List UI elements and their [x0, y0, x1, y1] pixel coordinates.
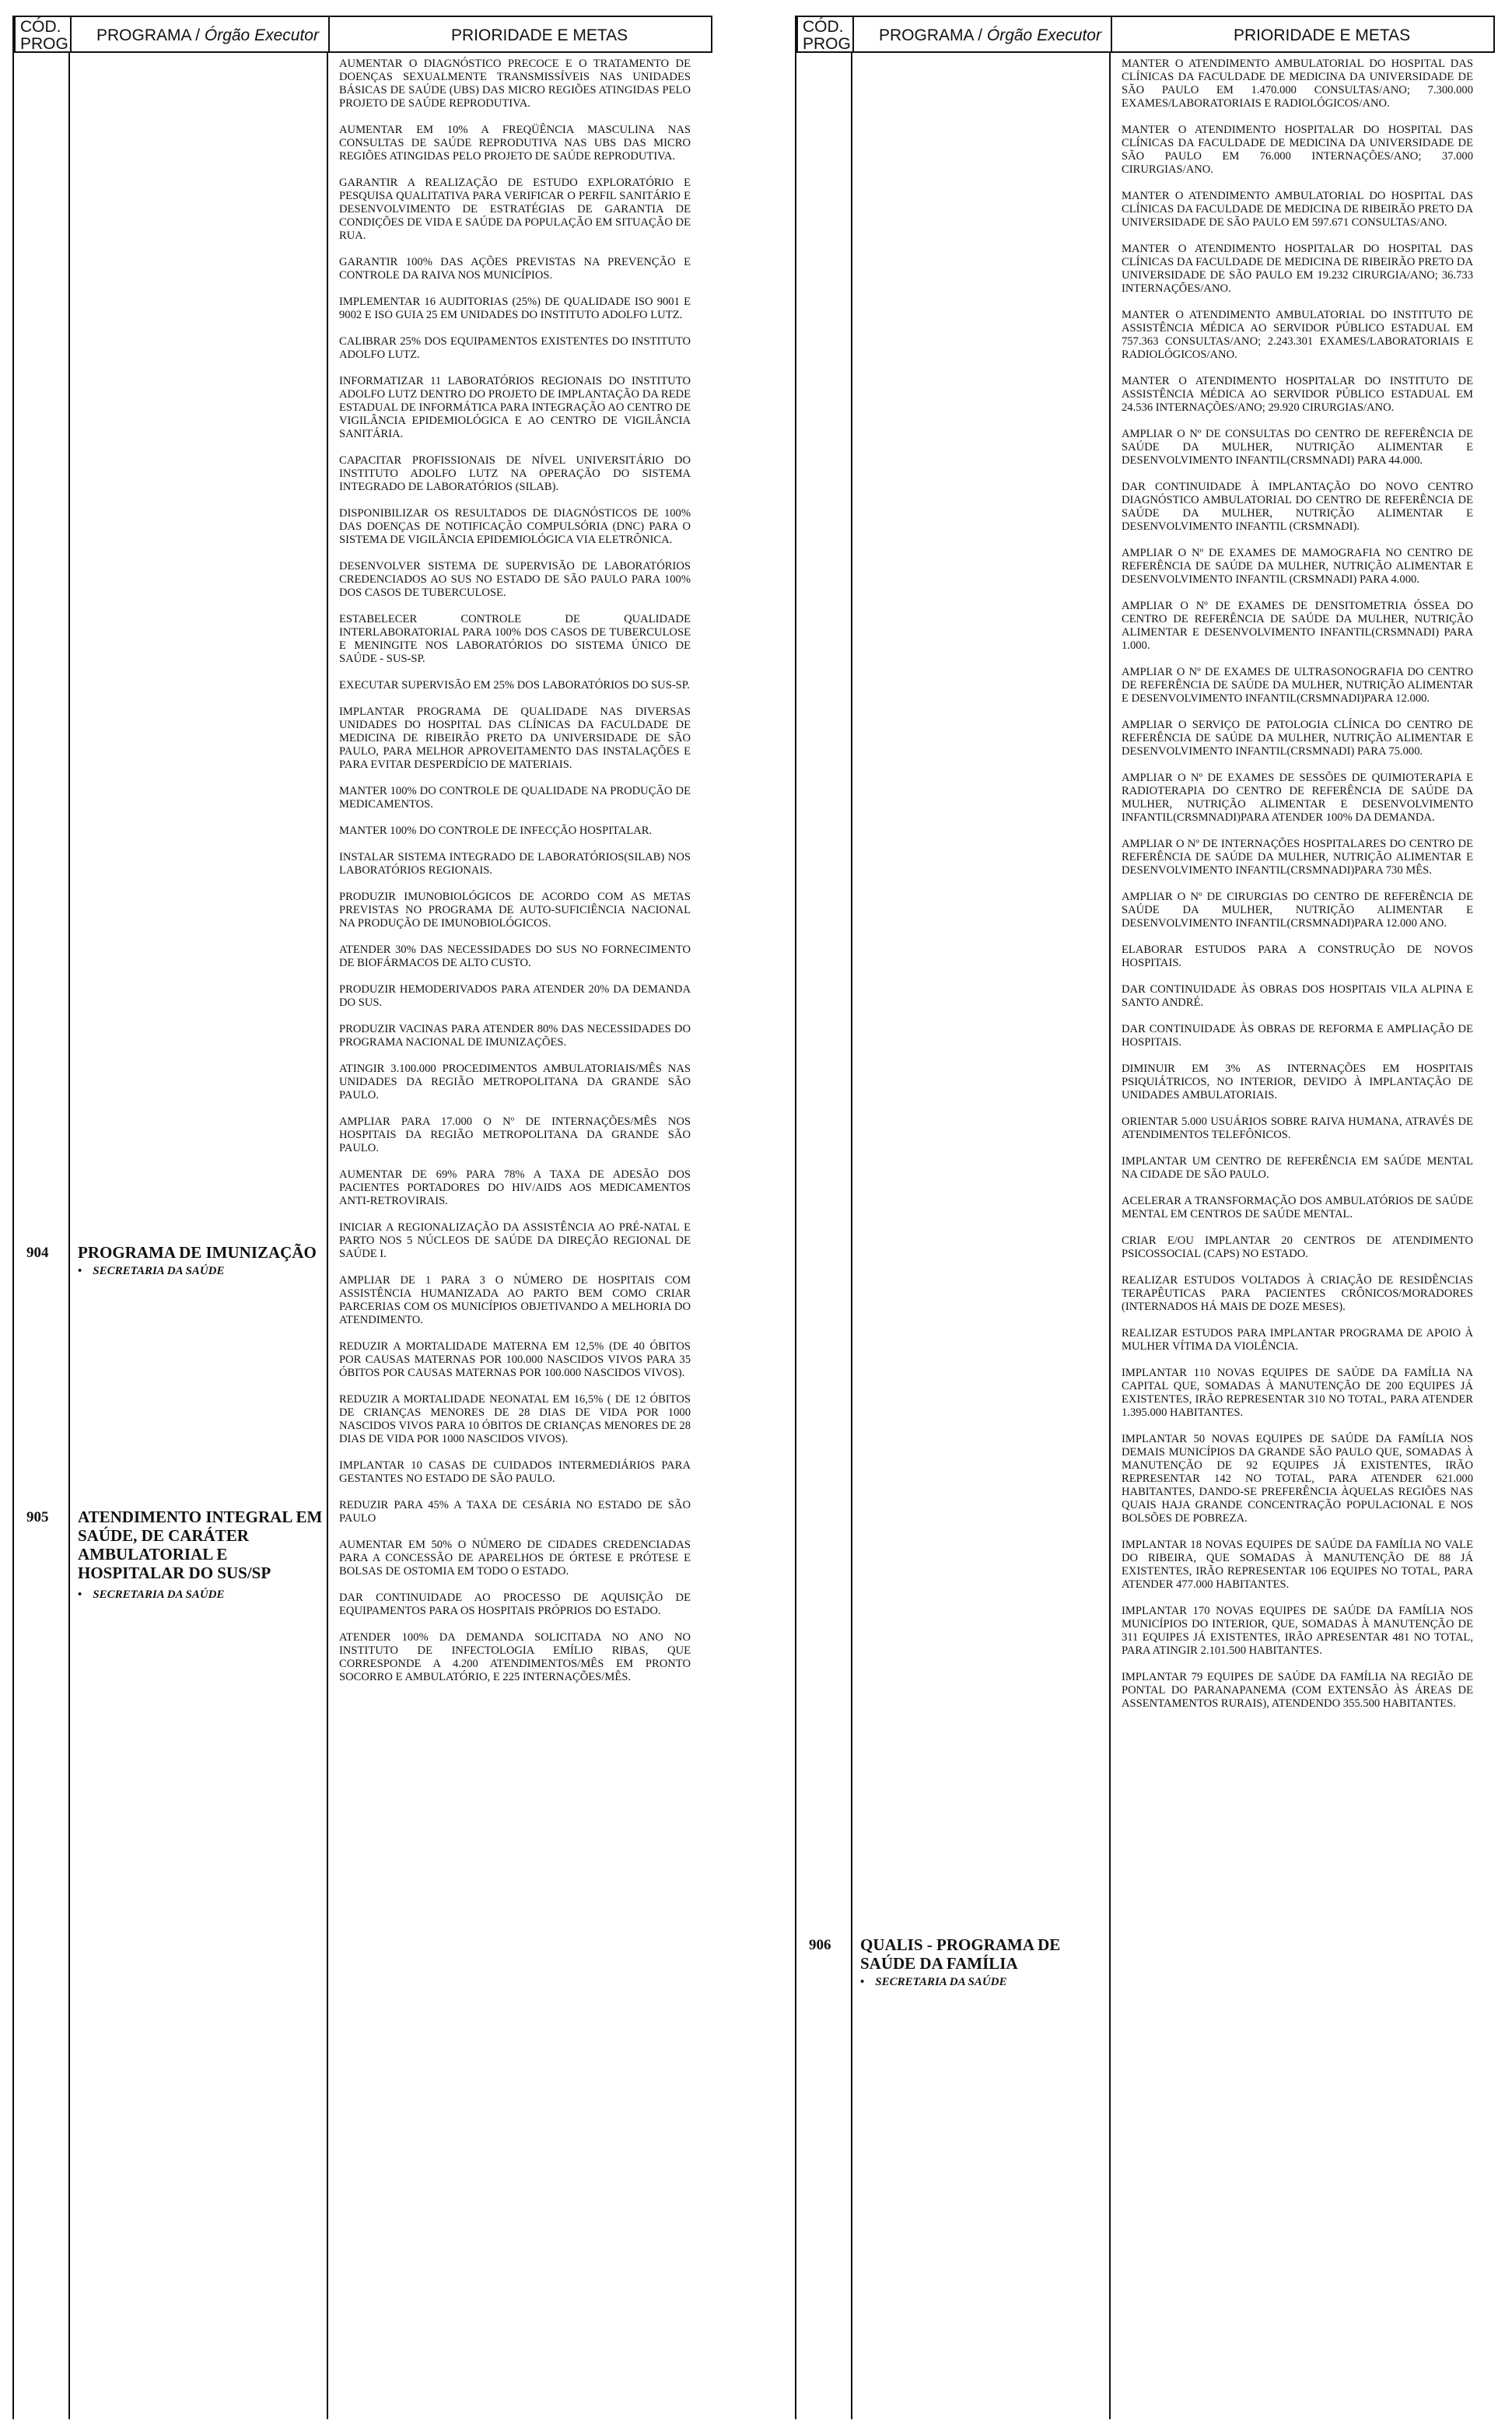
- goal-item: AUMENTAR EM 50% O NÚMERO DE CIDADES CREDENCIADAS PARA A CONCESSÃO DE APARELHOS DE ÓRTESE E PRÓTESE E BOLSAS DE OSTOMIA EM TODO O ESTADO.: [339, 1539, 691, 1578]
- goal-item: MANTER O ATENDIMENTO AMBULATORIAL DO HOSPITAL DAS CLÍNICAS DA FACULDADE DE MEDICINA DA UNIVERSIDADE DE SÃO PAULO EM 1.470.000 CONSULTAS/ANO; 7.300.000 EXAMES/LABORATORIAIS E RADIOLÓGICOS/ANO.: [1122, 58, 1473, 110]
- table-header: [796, 16, 1495, 53]
- goal-item: MANTER O ATENDIMENTO HOSPITALAR DO HOSPITAL DAS CLÍNICAS DA FACULDADE DE MEDICINA DE RIBEIRÃO PRETO DA UNIVERSIDADE DE SÃO PAULO EM 19.232 CIRURGIA/ANO; 36.733 INTERNAÇÕES/ANO.: [1122, 243, 1473, 295]
- goal-item: IMPLANTAR 10 CASAS DE CUIDADOS INTERMEDIÁRIOS PARA GESTANTES NO ESTADO DE SÃO PAULO.: [339, 1459, 691, 1485]
- goal-item: MANTER O ATENDIMENTO HOSPITALAR DO INSTITUTO DE ASSISTÊNCIA MÉDICA AO SERVIDOR PÚBLICO ESTADUAL EM 24.536 INTERNAÇÕES/ANO; 29.920 CIRURGIAS/ANO.: [1122, 375, 1473, 414]
- goal-item: PRODUZIR IMUNOBIOLÓGICOS DE ACORDO COM AS METAS PREVISTAS NO PROGRAMA DE AUTO-SUFICIÊNCIA NACIONAL NA PRODUÇÃO DE IMUNOBIOLÓGICOS.: [339, 891, 691, 930]
- goal-item: AMPLIAR O SERVIÇO DE PATOLOGIA CLÍNICA DO CENTRO DE REFERÊNCIA DE SAÚDE DA MULHER, NUTRIÇÃO ALIMENTAR E DESENVOLVIMENTO INFANTIL(CRSMNADI) PARA 75.000.: [1122, 719, 1473, 758]
- goal-item: ATENDER 30% DAS NECESSIDADES DO SUS NO FORNECIMENTO DE BIOFÁRMACOS DE ALTO CUSTO.: [339, 944, 691, 969]
- goal-item: GARANTIR 100% DAS AÇÕES PREVISTAS NA PREVENÇÃO E CONTROLE DA RAIVA NOS MUNICÍPIOS.: [339, 256, 691, 282]
- goal-item: IMPLANTAR 50 NOVAS EQUIPES DE SAÚDE DA FAMÍLIA NOS DEMAIS MUNICÍPIOS DA GRANDE SÃO PAULO QUE, SOMADAS À MANUTENÇÃO DE 92 EQUIPES JÁ EXISTENTES, IRÃO REPRESENTAR 142 NO TOTAL, PARA ATENDER 621.000 HABITANTES, DANDO-SE PREFERÊNCIA ÀQUELAS REGIÕES NAS QUAIS HAJA GRANDE CONCENTRAÇÃO POPULACIONAL E NOS BOLSÕES DE POBREZA.: [1122, 1433, 1473, 1525]
- program-executor: • SECRETARIA DA SAÚDE: [860, 1976, 1109, 1989]
- goal-item: ELABORAR ESTUDOS PARA A CONSTRUÇÃO DE NOVOS HOSPITAIS.: [1122, 944, 1473, 969]
- goal-item: AUMENTAR DE 69% PARA 78% A TAXA DE ADESÃO DOS PACIENTES PORTADORES DO HIV/AIDS AOS MEDICAMENTOS ANTI-RETROVIRAIS.: [339, 1168, 691, 1207]
- goal-item: AMPLIAR O Nº DE EXAMES DE SESSÕES DE QUIMIOTERAPIA E RADIOTERAPIA DO CENTRO DE REFERÊNCIA DE SAÚDE DA MULHER, NUTRIÇÃO ALIMENTAR E DESENVOLVIMENTO INFANTIL(CRSMNADI)PARA ATENDER 100% DA DEMANDA.: [1122, 772, 1473, 824]
- goal-item: ATINGIR 3.100.000 PROCEDIMENTOS AMBULATORIAIS/MÊS NAS UNIDADES DA REGIÃO METROPOLITANA DA GRANDE SÃO PAULO.: [339, 1063, 691, 1101]
- goal-item: ATENDER 100% DA DEMANDA SOLICITADA NO ANO NO INSTITUTO DE INFECTOLOGIA EMÍLIO RIBAS, QUE CORRESPONDE A 4.200 ATENDIMENTOS/MÊS EM PRONTO SOCORRO E AMBULATÓRIO, E 225 INTERNAÇÕES/MÊS.: [339, 1631, 691, 1683]
- goal-item: MANTER O ATENDIMENTO AMBULATORIAL DO INSTITUTO DE ASSISTÊNCIA MÉDICA AO SERVIDOR PÚBLICO ESTADUAL EM 757.363 CONSULTAS/ANO; 2.243.301 EXAMES/LABORATORIAIS E RADIOLÓGICOS/ANO.: [1122, 309, 1473, 361]
- goal-item: IMPLANTAR UM CENTRO DE REFERÊNCIA EM SAÚDE MENTAL NA CIDADE DE SÃO PAULO.: [1122, 1155, 1473, 1181]
- goal-item: ORIENTAR 5.000 USUÁRIOS SOBRE RAIVA HUMANA, ATRAVÉS DE ATENDIMENTOS TELEFÔNICOS.: [1122, 1115, 1473, 1141]
- program-code: 905: [26, 1509, 49, 1525]
- table-header: [14, 16, 712, 53]
- goal-item: AUMENTAR EM 10% A FREQÜÊNCIA MASCULINA NAS CONSULTAS DE SAÚDE REPRODUTIVA NAS UBS DAS MICRO REGIÕES ATINGIDAS PELO PROJETO DE SAÚDE REPRODUTIVA.: [339, 124, 691, 163]
- goal-item: DAR CONTINUIDADE ÀS OBRAS DOS HOSPITAIS VILA ALPINA E SANTO ANDRÉ.: [1122, 983, 1473, 1009]
- goals-list: [339, 58, 691, 1697]
- goal-item: INSTALAR SISTEMA INTEGRADO DE LABORATÓRIOS(SILAB) NOS LABORATÓRIOS REGIONAIS.: [339, 851, 691, 877]
- cod-prog-header: CÓD. PROG.: [803, 18, 856, 53]
- program-code: 904: [26, 1245, 49, 1261]
- goal-item: CRIAR E/OU IMPLANTAR 20 CENTROS DE ATENDIMENTO PSICOSSOCIAL (CAPS) NO ESTADO.: [1122, 1235, 1473, 1260]
- program-name: ATENDIMENTO INTEGRAL EM SAÚDE, DE CARÁTER AMBULATORIAL E HOSPITALAR DO SUS/SP: [78, 1508, 323, 1582]
- goal-item: GARANTIR A REALIZAÇÃO DE ESTUDO EXPLORATÓRIO E PESQUISA QUALITATIVA PARA VERIFICAR O PERFIL SANITÁRIO E DESENVOLVIMENTO DE ESTRATÉGIAS DE GARANTIA DE CONDIÇÕES DE VIDA E SAÚDE DA POPULAÇÃO EM SITUAÇÃO DE RUA.: [339, 177, 691, 242]
- program-executor: • SECRETARIA DA SAÚDE: [78, 1588, 327, 1602]
- goal-item: AMPLIAR O Nº DE INTERNAÇÕES HOSPITALARES DO CENTRO DE REFERÊNCIA DE SAÚDE DA MULHER, NUTRIÇÃO ALIMENTAR E DESENVOLVIMENTO INFANTIL(CRSMNADI)PARA 730 MÊS.: [1122, 838, 1473, 877]
- goal-item: DISPONIBILIZAR OS RESULTADOS DE DIAGNÓSTICOS DE 100% DAS DOENÇAS DE NOTIFICAÇÃO COMPULSÓRIA (DNC) PARA O SISTEMA DE VIGILÂNCIA EPIDEMIOLÓGICA VIA ELETRÔNICA.: [339, 507, 691, 546]
- priority-header: PRIORIDADE E METAS: [451, 26, 628, 44]
- goal-item: DAR CONTINUIDADE ÀS OBRAS DE REFORMA E AMPLIAÇÃO DE HOSPITAIS.: [1122, 1023, 1473, 1049]
- program-name: QUALIS - PROGRAMA DE SAÚDE DA FAMÍLIA: [860, 1935, 1061, 1973]
- goal-item: DAR CONTINUIDADE AO PROCESSO DE AQUISIÇÃO DE EQUIPAMENTOS PARA OS HOSPITAIS PRÓPRIOS DO ESTADO.: [339, 1592, 691, 1617]
- goal-item: CAPACITAR PROFISSIONAIS DE NÍVEL UNIVERSITÁRIO DO INSTITUTO ADOLFO LUTZ NA OPERAÇÃO DO SISTEMA INTEGRADO DE LABORATÓRIOS (SILAB).: [339, 454, 691, 493]
- goal-item: PRODUZIR HEMODERIVADOS PARA ATENDER 20% DA DEMANDA DO SUS.: [339, 983, 691, 1009]
- goal-item: AMPLIAR O Nº DE EXAMES DE ULTRASONOGRAFIA DO CENTRO DE REFERÊNCIA DE SAÚDE DA MULHER, NUTRIÇÃO ALIMENTAR E DESENVOLVIMENTO INFANTIL(CRSMNADI)PARA 12.000.: [1122, 666, 1473, 705]
- goals-list: [1122, 58, 1473, 1724]
- goal-item: IMPLEMENTAR 16 AUDITORIAS (25%) DE QUALIDADE ISO 9001 E 9002 E ISO GUIA 25 EM UNIDADES DO INSTITUTO ADOLFO LUTZ.: [339, 296, 691, 321]
- cod-prog-header: CÓD. PROG.: [20, 18, 73, 53]
- priority-header: PRIORIDADE E METAS: [1234, 26, 1411, 44]
- goal-item: REDUZIR A MORTALIDADE NEONATAL EM 16,5% ( DE 12 ÓBITOS DE CRIANÇAS MENORES DE 28 DIAS DE VIDA POR 1000 NASCIDOS VIVOS PARA 10 ÓBITOS DE CRIANÇAS MENORES DE 28 DIAS DE VIDA POR 1000 NASCIDOS VIVOS).: [339, 1393, 691, 1445]
- goal-item: AMPLIAR PARA 17.000 O Nº DE INTERNAÇÕES/MÊS NOS HOSPITAIS DA REGIÃO METROPOLITANA DA GRANDE SÃO PAULO.: [339, 1115, 691, 1154]
- goal-item: AMPLIAR O Nº DE EXAMES DE MAMOGRAFIA NO CENTRO DE REFERÊNCIA DE SAÚDE DA MULHER, NUTRIÇÃO ALIMENTAR E DESENVOLVIMENTO INFANTIL (CRSMNADI) PARA 4.000.: [1122, 547, 1473, 586]
- goal-item: AMPLIAR O Nº DE CIRURGIAS DO CENTRO DE REFERÊNCIA DE SAÚDE DA MULHER, NUTRIÇÃO ALIMENTAR E DESENVOLVIMENTO INFANTIL(CRSMNADI)PARA 12.000 ANO.: [1122, 891, 1473, 930]
- goal-item: CALIBRAR 25% DOS EQUIPAMENTOS EXISTENTES DO INSTITUTO ADOLFO LUTZ.: [339, 335, 691, 361]
- goal-item: MANTER O ATENDIMENTO HOSPITALAR DO HOSPITAL DAS CLÍNICAS DA FACULDADE DE MEDICINA DA UNIVERSIDADE DE SÃO PAULO EM 76.000 INTERNAÇÕES/ANO; 37.000 CIRURGIAS/ANO.: [1122, 124, 1473, 176]
- goal-item: INICIAR A REGIONALIZAÇÃO DA ASSISTÊNCIA AO PRÉ-NATAL E PARTO NOS 5 NÚCLEOS DE SAÚDE DA DIREÇÃO REGIONAL DE SAÚDE I.: [339, 1221, 691, 1260]
- goal-item: ACELERAR A TRANSFORMAÇÃO DOS AMBULATÓRIOS DE SAÚDE MENTAL EM CENTROS DE SAÚDE MENTAL.: [1122, 1195, 1473, 1221]
- goal-item: IMPLANTAR PROGRAMA DE QUALIDADE NAS DIVERSAS UNIDADES DO HOSPITAL DAS CLÍNICAS DA FACULDADE DE MEDICINA DE RIBEIRÃO PRETO DA UNIVERSIDADE DE SÃO PAULO, PARA MELHOR APROVEITAMENTO DAS INSTALAÇÕES E PARA EVITAR DESPERDÍCIO DE MATERIAIS.: [339, 706, 691, 771]
- program-executor: • SECRETARIA DA SAÚDE: [78, 1265, 327, 1278]
- goal-item: IMPLANTAR 79 EQUIPES DE SAÚDE DA FAMÍLIA NA REGIÃO DE PONTAL DO PARANAPANEMA (COM EXTENSÃO ÀS ÁREAS DE ASSENTAMENTOS RURAIS), ATENDENDO 355.500 HABITANTES.: [1122, 1671, 1473, 1710]
- goal-item: DAR CONTINUIDADE À IMPLANTAÇÃO DO NOVO CENTRO DIAGNÓSTICO AMBULATORIAL DO CENTRO DE REFERÊNCIA DE SAÚDE DA MULHER, NUTRIÇÃO ALIMENTAR E DESENVOLVIMENTO INFANTIL (CRSMNADI).: [1122, 481, 1473, 533]
- goal-item: REALIZAR ESTUDOS VOLTADOS À CRIAÇÃO DE RESIDÊNCIAS TERAPÊUTICAS PARA PACIENTES CRÔNICOS/MORADORES (INTERNADOS HÁ MAIS DE DOZE MESES).: [1122, 1274, 1473, 1313]
- right-column: [795, 16, 1495, 2419]
- goal-item: MANTER O ATENDIMENTO AMBULATORIAL DO HOSPITAL DAS CLÍNICAS DA FACULDADE DE MEDICINA DE RIBEIRÃO PRETO DA UNIVERSIDADE DE SÃO PAULO EM 597.671 CONSULTAS/ANO.: [1122, 190, 1473, 229]
- goal-item: ESTABELECER CONTROLE DE QUALIDADE INTERLABORATORIAL PARA 100% DOS CASOS DE TUBERCULOSE E MENINGITE NOS LABORATÓRIOS DO SISTEMA ÚNICO DE SAÚDE - SUS-SP.: [339, 613, 691, 665]
- program-name: PROGRAMA DE IMUNIZAÇÃO: [78, 1243, 317, 1262]
- goal-item: REDUZIR PARA 45% A TAXA DE CESÁRIA NO ESTADO DE SÃO PAULO: [339, 1499, 691, 1525]
- goal-item: IMPLANTAR 18 NOVAS EQUIPES DE SAÚDE DA FAMÍLIA NO VALE DO RIBEIRA, QUE SOMADAS À MANUTENÇÃO DE 88 JÁ EXISTENTES, IRÃO REPRESENTAR 106 EQUIPES NO TOTAL, PARA ATENDER 477.000 HABITANTES.: [1122, 1539, 1473, 1591]
- goal-item: DESENVOLVER SISTEMA DE SUPERVISÃO DE LABORATÓRIOS CREDENCIADOS AO SUS NO ESTADO DE SÃO PAULO PARA 100% DOS CASOS DE TUBERCULOSE.: [339, 560, 691, 599]
- goal-item: MANTER 100% DO CONTROLE DE INFECÇÃO HOSPITALAR.: [339, 825, 653, 837]
- goal-item: IMPLANTAR 170 NOVAS EQUIPES DE SAÚDE DA FAMÍLIA NOS MUNICÍPIOS DO INTERIOR, QUE, SOMADAS À MANUTENÇÃO DE 311 EQUIPES JÁ EXISTENTES, IRÃO APRESENTAR 481 NO TOTAL, PARA ATINGIR 2.101.500 HABITANTES.: [1122, 1605, 1473, 1657]
- goal-item: DIMINUIR EM 3% AS INTERNAÇÕES EM HOSPITAIS PSIQUIÁTRICOS, NO INTERIOR, DEVIDO À IMPLANTAÇÃO DE UNIDADES AMBULATORIAIS.: [1122, 1063, 1473, 1101]
- goal-item: AUMENTAR O DIAGNÓSTICO PRECOCE E O TRATAMENTO DE DOENÇAS SEXUALMENTE TRANSMISSÍVEIS NAS UNIDADES BÁSICAS DE SAÚDE (UBS) DAS MICRO REGIÕES ATINGIDAS PELO PROJETO DE SAÚDE REPRODUTIVA.: [339, 58, 691, 110]
- goal-item: AMPLIAR O Nº DE EXAMES DE DENSITOMETRIA ÓSSEA DO CENTRO DE REFERÊNCIA DE SAÚDE DA MULHER, NUTRIÇÃO ALIMENTAR E DESENVOLVIMENTO INFANTIL(CRSMNADI) PARA 1.000.: [1122, 600, 1473, 652]
- goal-item: AMPLIAR O Nº DE CONSULTAS DO CENTRO DE REFERÊNCIA DE SAÚDE DA MULHER, NUTRIÇÃO ALIMENTAR E DESENVOLVIMENTO INFANTIL(CRSMNADI) PARA 44.000.: [1122, 428, 1473, 467]
- left-column: [12, 16, 712, 2419]
- goal-item: IMPLANTAR 110 NOVAS EQUIPES DE SAÚDE DA FAMÍLIA NA CAPITAL QUE, SOMADAS À MANUTENÇÃO DE 200 EQUIPES JÁ EXISTENTES, IRÃO REPRESENTAR 310 NO TOTAL, PARA ATENDER 1.395.000 HABITANTES.: [1122, 1367, 1473, 1419]
- goal-item: MANTER 100% DO CONTROLE DE QUALIDADE NA PRODUÇÃO DE MEDICAMENTOS.: [339, 785, 691, 811]
- program-code: 906: [809, 1937, 831, 1953]
- goal-item: REDUZIR A MORTALIDADE MATERNA EM 12,5% (DE 40 ÓBITOS POR CAUSAS MATERNAS POR 100.000 NASCIDOS VIVOS PARA 35 ÓBITOS POR CAUSAS MATERNAS POR 100.000 NASCIDOS VIVOS).: [339, 1340, 691, 1379]
- goal-item: INFORMATIZAR 11 LABORATÓRIOS REGIONAIS DO INSTITUTO ADOLFO LUTZ DENTRO DO PROJETO DE IMPLANTAÇÃO DA REDE ESTADUAL DE INFORMÁTICA PARA INTEGRAÇÃO AO CENTRO DE VIGILÂNCIA EPIDEMIOLÓGICA E AO CENTRO DE VIGILÂNCIA SANITÁRIA.: [339, 375, 691, 440]
- program-header: PROGRAMA / Órgão Executor: [96, 26, 319, 44]
- program-header: PROGRAMA / Órgão Executor: [879, 26, 1101, 44]
- goal-item: AMPLIAR DE 1 PARA 3 O NÚMERO DE HOSPITAIS COM ASSISTÊNCIA HUMANIZADA AO PARTO BEM COMO CRIAR PARCERIAS COM OS MUNICÍPIOS OBJETIVANDO A MELHORIA DO ATENDIMENTO.: [339, 1274, 691, 1326]
- goal-item: REALIZAR ESTUDOS PARA IMPLANTAR PROGRAMA DE APOIO À MULHER VÍTIMA DA VIOLÊNCIA.: [1122, 1327, 1473, 1353]
- goal-item: PRODUZIR VACINAS PARA ATENDER 80% DAS NECESSIDADES DO PROGRAMA NACIONAL DE IMUNIZAÇÕES.: [339, 1023, 691, 1049]
- goal-item: EXECUTAR SUPERVISÃO EM 25% DOS LABORATÓRIOS DO SUS-SP.: [339, 679, 690, 692]
